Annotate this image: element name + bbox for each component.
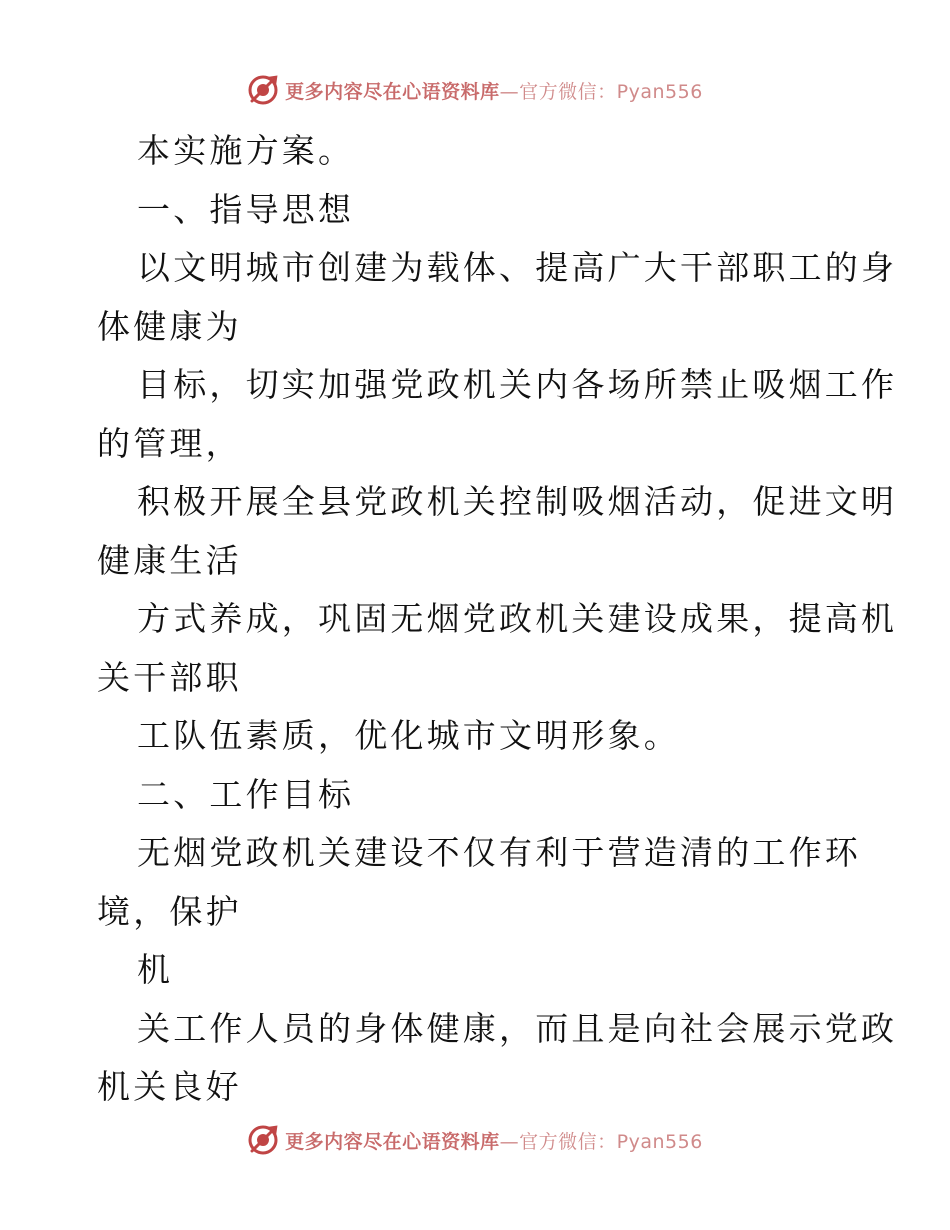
body-line: 工队伍素质，优化城市文明形象。 [137,716,680,755]
body-line: 健康生活 [97,540,242,580]
body-line: 关工作人员的身体健康，而且是向社会展示党政 [137,1008,898,1048]
body-line: 机 [137,950,174,989]
footer-contact-text: —官方微信：Pyan556 [499,1130,703,1153]
body-line: 机关良好 [97,1067,242,1106]
document-body [97,122,898,1117]
section-heading-guiding-ideology: 一、指导思想 [137,189,355,229]
body-line: 的管理， [97,423,242,463]
body-line: 本实施方案。 [137,131,355,170]
footer-banner-text [285,1127,703,1154]
body-line: 无烟党政机关建设不仅有利于营造清的工作环 [137,833,861,872]
body-line: 方式养成，巩固无烟党政机关建设成果，提高机 [137,599,898,638]
brand-seal-icon [247,74,279,106]
footer-banner [0,1120,950,1160]
brand-seal-icon [247,1124,279,1156]
body-line: 以文明城市创建为载体、提高广大干部职工的身 [137,248,898,287]
footer-brand-text: 更多内容尽在心语资料库 [285,1130,500,1153]
body-line: 关干部职 [97,657,242,697]
body-line: 境，保护 [97,891,242,931]
header-brand-text: 更多内容尽在心语资料库 [285,80,500,103]
body-line: 目标，切实加强党政机关内各场所禁止吸烟工作 [137,365,898,404]
section-heading-work-goals: 二、工作目标 [137,774,355,814]
header-contact-text: —官方微信：Pyan556 [499,80,703,103]
body-line: 积极开展全县党政机关控制吸烟活动，促进文明 [137,482,898,521]
header-banner-text [285,77,703,104]
body-line: 体健康为 [97,306,242,346]
header-banner [0,70,950,110]
